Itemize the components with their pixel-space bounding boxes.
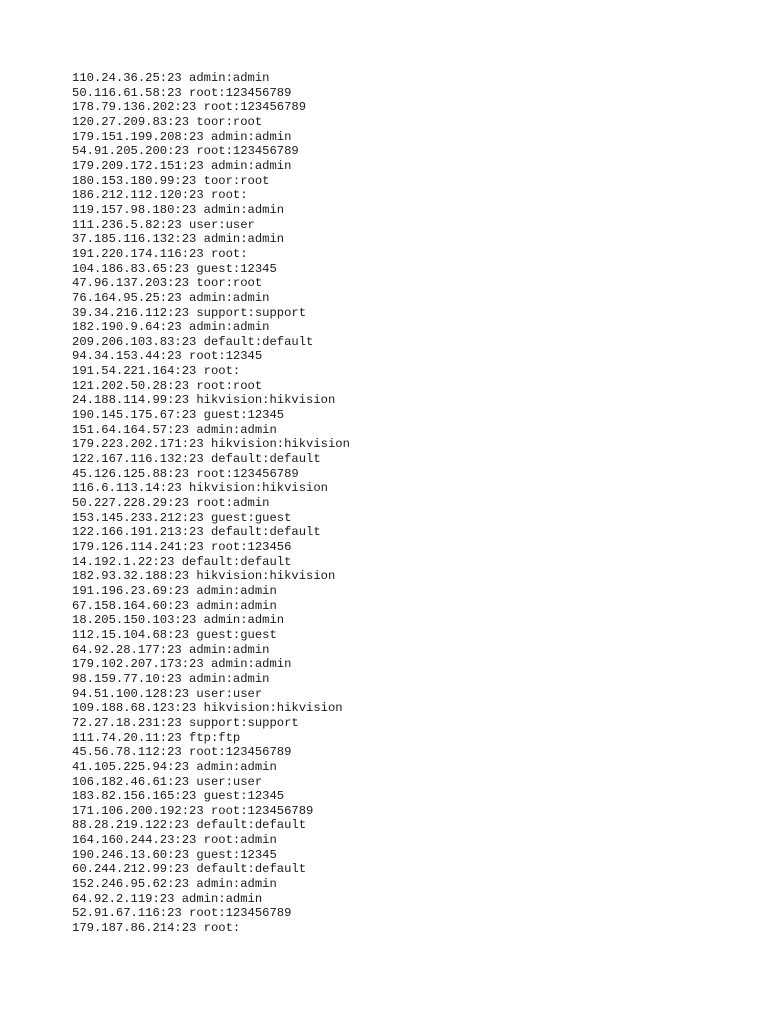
text-line: 50.116.61.58:23 root:123456789 (72, 85, 292, 100)
text-line: 179.209.172.151:23 admin:admin (72, 158, 292, 173)
text-line: 54.91.205.200:23 root:123456789 (72, 144, 299, 159)
text-line: 122.166.191.213:23 default:default (72, 525, 321, 540)
text-line: 72.27.18.231:23 support:support (72, 715, 299, 730)
text-line: 164.160.244.23:23 root:admin (72, 833, 277, 848)
text-line: 178.79.136.202:23 root:123456789 (72, 100, 307, 115)
text-line: 111.236.5.82:23 user:user (72, 217, 255, 232)
text-line: 47.96.137.203:23 toor:root (72, 276, 263, 291)
text-line: 183.82.156.165:23 guest:12345 (72, 789, 285, 804)
text-line: 182.190.9.64:23 admin:admin (72, 320, 270, 335)
text-line: 182.93.32.188:23 hikvision:hikvision (72, 569, 336, 584)
text-line: 179.126.114.241:23 root:123456 (72, 540, 292, 554)
text-line: 191.54.221.164:23 root: (72, 364, 241, 379)
text-line: 94.51.100.128:23 user:user (72, 686, 263, 701)
text-line: 45.56.78.112:23 root:123456789 (72, 745, 292, 760)
text-line: 106.182.46.61:23 user:user (72, 774, 263, 789)
text-line: 179.102.207.173:23 admin:admin (72, 657, 292, 672)
text-line: 98.159.77.10:23 admin:admin (72, 671, 270, 686)
text-line: 37.185.116.132:23 admin:admin (72, 232, 285, 247)
text-line: 179.223.202.171:23 hikvision:hikvision (72, 437, 350, 452)
text-line: 88.28.219.122:23 default:default (72, 818, 307, 833)
text-line: 76.164.95.25:23 admin:admin (72, 290, 270, 305)
text-line: 153.145.233.212:23 guest:guest (72, 510, 292, 525)
text-line: 110.24.36.25:23 admin:admin (72, 71, 270, 85)
text-line: 41.105.225.94:23 admin:admin (72, 759, 277, 774)
text-line: 18.205.150.103:23 admin:admin (72, 613, 285, 628)
text-line: 179.151.199.208:23 admin:admin (72, 129, 292, 144)
text-line: 179.187.86.214:23 root: (72, 921, 241, 936)
text-line: 67.158.164.60:23 admin:admin (72, 598, 277, 613)
text-line: 121.202.50.28:23 root:root (72, 378, 263, 393)
text-line: 180.153.180.99:23 toor:root (72, 173, 270, 188)
text-line: 151.64.164.57:23 admin:admin (72, 422, 277, 437)
text-line: 122.167.116.132:23 default:default (72, 452, 321, 467)
text-line: 14.192.1.22:23 default:default (72, 554, 292, 569)
text-line: 119.157.98.180:23 admin:admin (72, 202, 285, 217)
credential-list (72, 71, 350, 936)
text-line: 191.220.174.116:23 root: (72, 246, 248, 261)
text-line: 152.246.95.62:23 admin:admin (72, 877, 277, 892)
text-line: 112.15.104.68:23 guest:guest (72, 627, 277, 642)
text-line: 116.6.113.14:23 hikvision:hikvision (72, 481, 328, 496)
text-line: 111.74.20.11:23 ftp:ftp (72, 730, 241, 745)
text-line: 64.92.28.177:23 admin:admin (72, 642, 270, 657)
text-line: 209.206.103.83:23 default:default (72, 334, 314, 349)
text-line: 64.92.2.119:23 admin:admin (72, 891, 263, 906)
text-line: 52.91.67.116:23 root:123456789 (72, 906, 292, 921)
text-line: 50.227.228.29:23 root:admin (72, 496, 270, 511)
text-line: 120.27.209.83:23 toor:root (72, 114, 263, 129)
text-line: 39.34.216.112:23 support:support (72, 305, 307, 320)
text-line: 171.106.200.192:23 root:123456789 (72, 803, 314, 818)
text-line: 109.188.68.123:23 hikvision:hikvision (72, 701, 343, 716)
text-line: 24.188.114.99:23 hikvision:hikvision (72, 393, 336, 408)
text-line: 94.34.153.44:23 root:12345 (72, 349, 263, 364)
text-line: 45.126.125.88:23 root:123456789 (72, 466, 299, 481)
text-line: 190.246.13.60:23 guest:12345 (72, 847, 277, 862)
text-line: 60.244.212.99:23 default:default (72, 862, 307, 877)
text-line: 104.186.83.65:23 guest:12345 (72, 261, 277, 276)
text-line: 191.196.23.69:23 admin:admin (72, 583, 277, 598)
text-line: 186.212.112.120:23 root: (72, 188, 248, 203)
text-line: 190.145.175.67:23 guest:12345 (72, 408, 285, 423)
